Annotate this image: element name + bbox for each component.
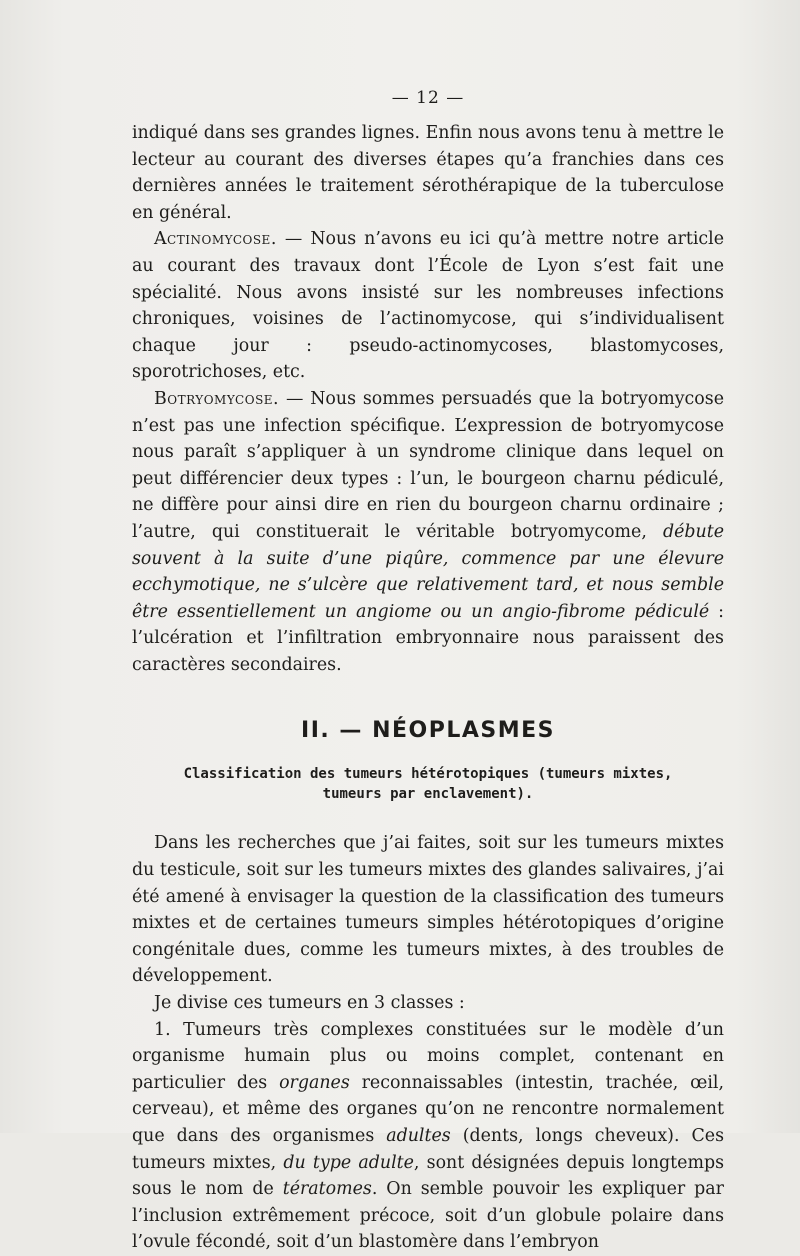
text-botryomycose-1: — Nous sommes persuadés que la botryomycose n’est pas une infection spécifique. L’expression de botryomycose nous paraît s’appliquer à un syndrome clinique dans lequel on peut différencier deux types : l’un, le bourgeon charnu pédiculé, ne diffère pour ainsi dire en rien du bourgeon charnu ordinaire ; l’autre, qui constituerait le véritable botryomycome, bbox=[132, 388, 724, 542]
section-subtitle: Classification des tumeurs hétérotopiques (tumeurs mixtes, tumeurs par enclavement). bbox=[183, 766, 673, 803]
paragraph-class-1 bbox=[132, 1017, 724, 1256]
paragraph-botryomycose bbox=[132, 386, 724, 679]
heading-actinomycose: Actinomycose. bbox=[154, 229, 277, 250]
page-number: — 12 — bbox=[391, 88, 465, 108]
text-actinomycose: — Nous n’avons eu ici qu’à mettre notre article au courant des travaux dont l’École de Lyon s’est fait une spécialité. Nous avons insisté sur les nombreuses infections chroniques, voisines de l’actinomycose, qui s’individualisent chaque jour : pseudo-actinomycoses, blastomycoses, sporotrichoses, etc. bbox=[132, 229, 724, 383]
page-content bbox=[132, 88, 724, 1256]
section-title: II. — NÉOPLASMES bbox=[301, 718, 555, 744]
italic-type-adulte: du type adulte bbox=[283, 1152, 414, 1173]
text-class-1-a: 1. Tumeurs très complexes constituées sur le modèle d’un organisme humain plus ou moins complet, contenant en particulier des bbox=[132, 1019, 724, 1093]
paragraph-actinomycose bbox=[132, 226, 724, 386]
paragraph-recherches: Dans les recherches que j’ai faites, soit sur les tumeurs mixtes du testicule, soit sur les tumeurs mixtes des glandes salivaires, j’ai été amené à envisager la question de la classification des tumeurs mixtes et de certaines tumeurs simples hétérotopiques d’origine congénitale dues, comme les tumeurs mixtes, à des troubles de développement. bbox=[132, 833, 724, 987]
text-botryomycose-2: : l’ulcération et l’infiltration embryonnaire nous paraissent des caractères secondaires. bbox=[132, 601, 724, 675]
text-class-1-b: reconnaissables (intestin, trachée, œil, cerveau), et même des organes qu’on ne rencontre normalement que dans des organismes bbox=[132, 1072, 724, 1146]
text-class-1-c: (dents, longs cheveux). Ces tumeurs mixtes, bbox=[132, 1126, 724, 1173]
paragraph-tuberculose: indiqué dans ses grandes lignes. Enfin nous avons tenu à mettre le lecteur au courant des diverses étapes qu’a franchies dans ces dernières années le traitement sérothérapique de la tuberculose en général. bbox=[132, 123, 724, 223]
italic-adultes: adultes bbox=[386, 1126, 451, 1146]
text-class-1-e: . On semble pouvoir les expliquer par l’inclusion extrêmement précoce, soit d’un globule polaire dans l’ovule fécondé, soit d’un blastomère dans l’embryon bbox=[132, 1179, 724, 1253]
heading-botryomycose: Botryomycose. bbox=[154, 388, 280, 409]
text-class-1-d: , sont désignées depuis longtemps sous le nom de bbox=[132, 1152, 725, 1200]
italic-organes: organes bbox=[279, 1072, 350, 1093]
italic-botryomycome: débute souvent à la suite d’une piqûre, commence par une élevure ecchymotique, ne s’ulcère que relativement tard, et nous semble être essentiellement un angiome ou un angio-fibrome pédiculé bbox=[132, 521, 724, 622]
italic-teratomes: tératomes bbox=[282, 1179, 372, 1200]
paragraph-classes: Je divise ces tumeurs en 3 classes : bbox=[154, 993, 465, 1014]
